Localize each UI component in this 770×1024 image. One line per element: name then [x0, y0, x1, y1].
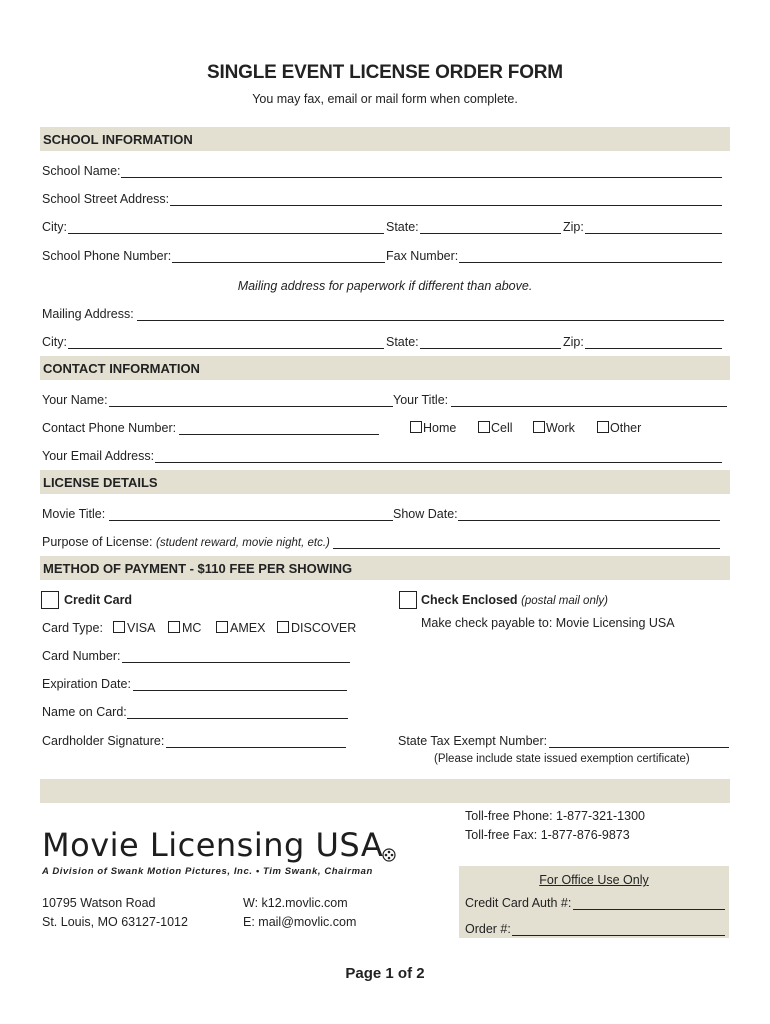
check-enclosed-note: (postal mail only): [521, 595, 608, 607]
home-label: Home: [423, 421, 457, 435]
purpose-label-text: Purpose of License:: [42, 535, 153, 549]
check-enclosed-text: Check Enclosed: [421, 593, 518, 607]
amex-checkbox[interactable]: [216, 621, 228, 633]
mailing-city-label: City:: [42, 335, 67, 349]
state-label: State:: [386, 220, 419, 234]
your-title-field[interactable]: [451, 406, 727, 407]
film-reel-icon: [382, 848, 396, 867]
tax-exempt-field[interactable]: [549, 747, 729, 748]
email-field[interactable]: [155, 462, 722, 463]
city-label: City:: [42, 220, 67, 234]
company-logo: Movie Licensing USA: [42, 826, 384, 864]
payment-section-header: [40, 556, 730, 580]
other-label: Other: [610, 421, 642, 435]
purpose-label: [42, 535, 330, 549]
other-checkbox[interactable]: [597, 421, 609, 433]
show-date-field[interactable]: [458, 520, 720, 521]
contact-section-title: CONTACT INFORMATION: [43, 361, 200, 376]
mailing-state-label: State:: [386, 335, 419, 349]
work-checkbox[interactable]: [533, 421, 545, 433]
purpose-field[interactable]: [333, 548, 720, 549]
payment-section-title: METHOD OF PAYMENT - $110 FEE PER SHOWING: [43, 561, 353, 576]
tax-exempt-note: (Please include state issued exemption certificate): [434, 753, 690, 765]
fax-field[interactable]: [459, 262, 722, 263]
expiration-label: Expiration Date:: [42, 677, 131, 691]
discover-checkbox[interactable]: [277, 621, 289, 633]
amex-label: AMEX: [230, 621, 266, 635]
toll-free-phone: Toll-free Phone: 1-877-321-1300: [465, 809, 645, 823]
company-tagline: A Division of Swank Motion Pictures, Inc. • Tim Swank, Chairman: [42, 866, 373, 877]
home-checkbox[interactable]: [410, 421, 422, 433]
movie-title-field[interactable]: [109, 520, 393, 521]
toll-free-fax: Toll-free Fax: 1-877-876-9873: [465, 828, 630, 842]
street-address-field[interactable]: [170, 205, 722, 206]
state-field[interactable]: [420, 233, 561, 234]
contact-section-header: [40, 356, 730, 380]
school-section-header: [40, 127, 730, 151]
check-enclosed-label: [421, 593, 608, 607]
school-section-title: SCHOOL INFORMATION: [43, 132, 193, 147]
credit-card-checkbox[interactable]: [41, 591, 59, 609]
visa-label: VISA: [127, 621, 156, 635]
mc-checkbox[interactable]: [168, 621, 180, 633]
show-date-label: Show Date:: [393, 507, 458, 521]
cc-auth-field[interactable]: [573, 909, 725, 910]
mailing-address-label: Mailing Address:: [42, 307, 134, 321]
movie-title-label: Movie Title:: [42, 507, 106, 521]
cell-checkbox[interactable]: [478, 421, 490, 433]
license-section-header: [40, 470, 730, 494]
form-title: SINGLE EVENT LICENSE ORDER FORM: [207, 62, 563, 83]
your-name-field[interactable]: [109, 406, 393, 407]
address-line-1: 10795 Watson Road: [42, 896, 156, 910]
mailing-zip-field[interactable]: [585, 348, 722, 349]
signature-label: Cardholder Signature:: [42, 734, 165, 748]
license-section-title: LICENSE DETAILS: [43, 475, 158, 490]
card-number-field[interactable]: [122, 662, 350, 663]
your-name-label: Your Name:: [42, 393, 108, 407]
mailing-address-field[interactable]: [137, 320, 724, 321]
card-number-label: Card Number:: [42, 649, 121, 663]
mailing-state-field[interactable]: [420, 348, 561, 349]
school-phone-label: School Phone Number:: [42, 249, 172, 263]
expiration-field[interactable]: [133, 690, 347, 691]
check-enclosed-checkbox[interactable]: [399, 591, 417, 609]
contact-phone-label: Contact Phone Number:: [42, 421, 177, 435]
page-number: Page 1 of 2: [345, 965, 425, 982]
discover-label: DISCOVER: [291, 621, 357, 635]
order-number-label: Order #:: [465, 922, 511, 936]
purpose-hint: (student reward, movie night, etc.): [155, 537, 330, 549]
cell-label: Cell: [491, 421, 513, 435]
mailing-zip-label: Zip:: [563, 335, 584, 349]
mailing-city-field[interactable]: [68, 348, 384, 349]
work-label: Work: [546, 421, 575, 435]
mailing-note: Mailing address for paperwork if different than above.: [237, 279, 533, 293]
email-label: Your Email Address:: [42, 449, 155, 463]
credit-card-label: Credit Card: [64, 593, 133, 607]
form-subtitle: You may fax, email or mail form when complete.: [252, 92, 518, 106]
mc-label: MC: [182, 621, 202, 635]
street-address-label: School Street Address:: [42, 192, 170, 206]
visa-checkbox[interactable]: [113, 621, 125, 633]
payable-to-text: Make check payable to: Movie Licensing USA: [421, 616, 675, 630]
school-phone-field[interactable]: [172, 262, 385, 263]
your-title-label: Your Title:: [393, 393, 449, 407]
name-on-card-label: Name on Card:: [42, 705, 127, 719]
zip-label: Zip:: [563, 220, 584, 234]
city-field[interactable]: [68, 233, 384, 234]
tax-exempt-label: State Tax Exempt Number:: [398, 734, 548, 748]
fax-label: Fax Number:: [386, 249, 459, 263]
contact-phone-field[interactable]: [179, 434, 379, 435]
website-text: W: k12.movlic.com: [243, 896, 348, 910]
school-name-field[interactable]: [121, 177, 722, 178]
school-name-label: School Name:: [42, 164, 121, 178]
signature-field[interactable]: [166, 747, 346, 748]
footer-divider-band: [40, 779, 730, 803]
office-use-title: For Office Use Only: [539, 873, 649, 887]
zip-field[interactable]: [585, 233, 722, 234]
cc-auth-label: Credit Card Auth #:: [465, 896, 572, 910]
name-on-card-field[interactable]: [127, 718, 348, 719]
email-text: E: mail@movlic.com: [243, 915, 357, 929]
order-number-field[interactable]: [512, 935, 725, 936]
card-type-label: Card Type:: [42, 621, 103, 635]
address-line-2: St. Louis, MO 63127-1012: [42, 915, 188, 929]
